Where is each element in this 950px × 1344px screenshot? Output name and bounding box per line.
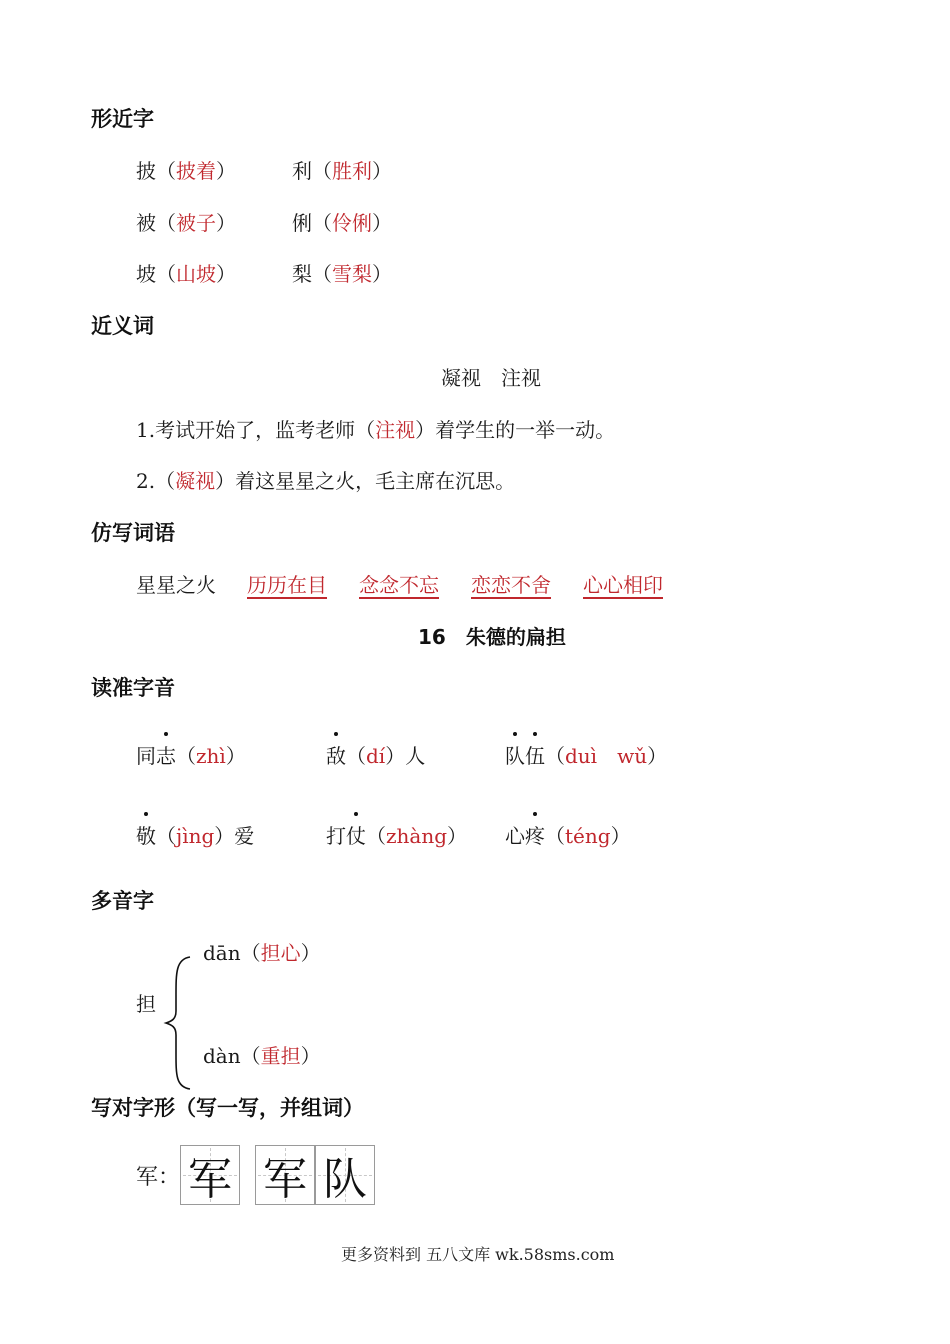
imitate-example: 星星之火: [136, 573, 216, 597]
lesson-title: 16 朱德的扁担: [418, 625, 566, 649]
writing-grid-cell: 军: [255, 1145, 315, 1205]
writing-label: 军：: [136, 1165, 181, 1190]
similar-char-item: 梨（雪梨）: [292, 262, 392, 286]
section-heading-similar-chars: 形近字: [91, 107, 154, 131]
writing-grid-cell: 队: [315, 1145, 375, 1205]
similar-char-item: 俐（伶俐）: [292, 211, 392, 235]
similar-char-item: 利（胜利）: [292, 159, 392, 183]
brace-icon: [160, 955, 196, 1090]
pronunciation-item: 打仗（zhàng）: [326, 820, 467, 849]
imitate-answer: 历历在目: [247, 573, 327, 597]
similar-char-item: 披（披着）: [136, 159, 236, 183]
pronunciation-item: 队伍（duì wǔ）: [505, 740, 667, 769]
writing-grid-cell: 军: [180, 1145, 240, 1205]
section-heading-synonyms: 近义词: [91, 314, 154, 338]
synonym-sentence-1: 1.考试开始了，监考老师（注视）着学生的一举一动。: [136, 418, 616, 442]
polyphone-reading: dàn（重担）: [203, 1044, 321, 1068]
synonym-sentence-2: 2.（凝视）着这星星之火，毛主席在沉思。: [136, 469, 516, 493]
section-heading-polyphone: 多音字: [91, 889, 154, 913]
imitate-answer: 恋恋不舍: [471, 573, 551, 597]
section-heading-imitate: 仿写词语: [91, 521, 175, 545]
pronunciation-item: 同志（zhì）: [136, 740, 246, 769]
pronunciation-item: 敌（dí）人: [326, 740, 425, 769]
similar-char-item: 坡（山坡）: [136, 262, 236, 286]
imitate-answer: 念念不忘: [359, 573, 439, 597]
polyphone-reading: dān（担心）: [203, 941, 321, 965]
footer-text: 更多资料到 五八文库 wk.58sms.com: [341, 1245, 615, 1264]
similar-char-item: 被（被子）: [136, 211, 236, 235]
pronunciation-item: 敬（jìng）爱: [136, 820, 254, 849]
polyphone-char: 担: [136, 992, 156, 1016]
imitate-answer: 心心相印: [583, 573, 663, 597]
synonym-pair: 凝视 注视: [441, 366, 541, 390]
section-heading-writing: 写对字形（写一写，并组词）: [91, 1096, 364, 1120]
section-heading-pronunciation: 读准字音: [91, 676, 175, 700]
pronunciation-item: 心疼（téng）: [505, 820, 631, 849]
